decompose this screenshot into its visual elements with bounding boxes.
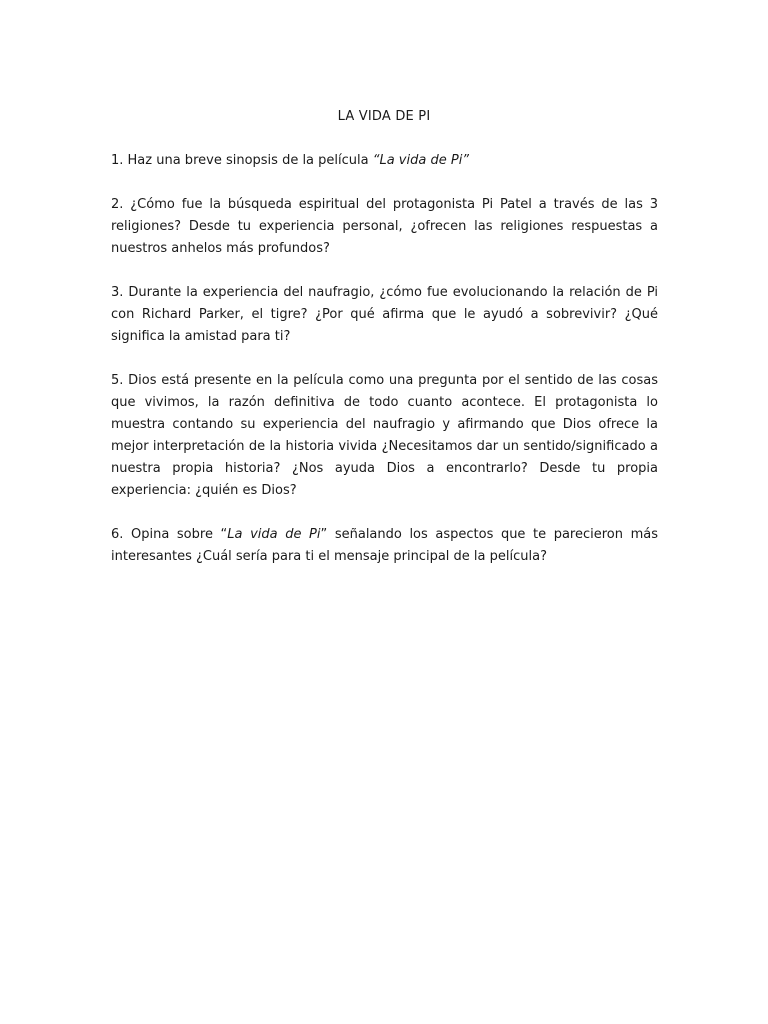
question-6 (111, 524, 658, 568)
question-5: 5. Dios está presente en la película como una pregunta por el sentido de las cosas que vivimos, la razón definitiva de todo cuanto acontece. El protagonista lo muestra contando su experiencia del naufragio y afirmando que Dios ofrece la mejor interpretación de la historia vivida ¿Necesitamos dar un sentido/significado a nuestra propia historia? ¿Nos ayuda Dios a encontrarlo? Desde tu propia experiencia: ¿quién es Dios? (111, 373, 658, 498)
question-6-prefix: 6. Opina sobre “ (111, 527, 228, 542)
document-title: LA VIDA DE PI (337, 109, 431, 124)
question-2: 2. ¿Cómo fue la búsqueda espiritual del protagonista Pi Patel a través de las 3 religiones? Desde tu experiencia personal, ¿ofrecen las religiones respuestas a nuestros anhelos más profundos? (111, 197, 658, 256)
question-list (111, 150, 658, 590)
question-6-suffix: ” señalando los aspectos que te parecieron más interesantes ¿Cuál sería para ti el mensaje principal de la película? (111, 527, 659, 564)
question-6-film-title: La vida de Pi (227, 527, 321, 542)
question-1 (111, 150, 658, 172)
question-3: 3. Durante la experiencia del naufragio, ¿cómo fue evolucionando la relación de Pi con Richard Parker, el tigre? ¿Por qué afirma que le ayudó a sobrevivir? ¿Qué significa la amistad para ti? (111, 285, 658, 344)
question-1-text: 1. Haz una breve sinopsis de la película (111, 153, 373, 168)
question-1-film-title: “La vida de Pi” (372, 153, 470, 168)
